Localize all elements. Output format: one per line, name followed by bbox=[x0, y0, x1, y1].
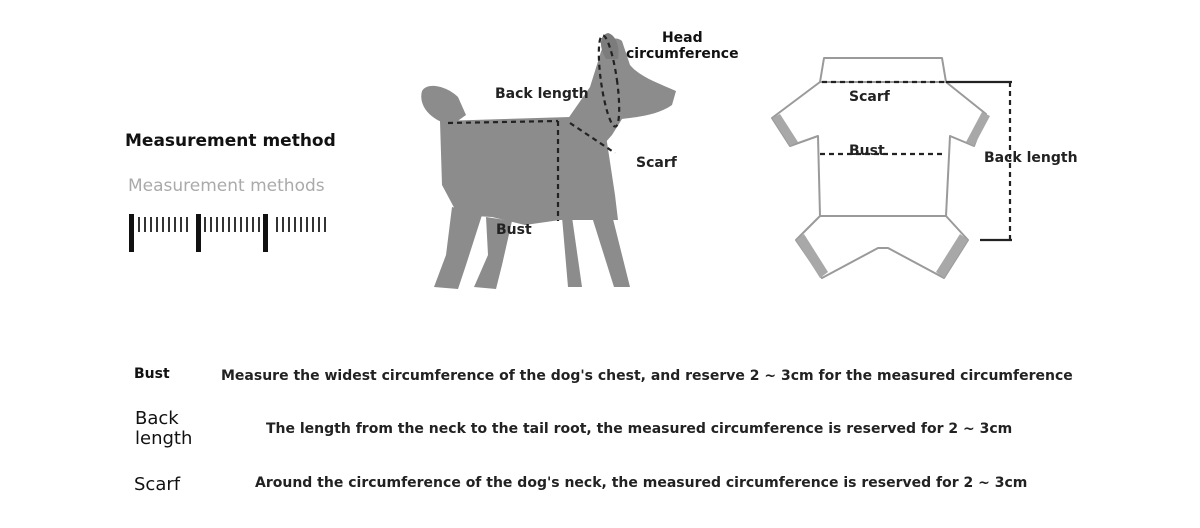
ruler-icon bbox=[125, 208, 335, 254]
legend-desc-bust: Measure the widest circumference of the dog's chest, and reserve 2 ~ 3cm for the measured circumference bbox=[221, 368, 1073, 384]
measurement-method-title: Measurement method bbox=[125, 131, 336, 151]
garment-back-length-label: Back length bbox=[984, 150, 1078, 166]
garment-bust-label: Bust bbox=[849, 143, 885, 159]
head-label-line1: Head bbox=[661, 30, 703, 46]
legend-term-scarf: Scarf bbox=[134, 474, 181, 495]
garment-diagram bbox=[760, 50, 1060, 290]
dog-back-length-label: Back length bbox=[495, 86, 589, 102]
legend-term-bust: Bust bbox=[134, 366, 170, 382]
dog-bust-label: Bust bbox=[496, 222, 532, 238]
legend-desc-scarf: Around the circumference of the dog's neck, the measured circumference is reserved for 2 ~ 3cm bbox=[255, 475, 1028, 491]
dog-scarf-label: Scarf bbox=[636, 155, 677, 171]
head-label-line2: circumference bbox=[626, 46, 739, 62]
legend-term-back-line1: Back bbox=[135, 408, 179, 429]
measurement-methods-subtitle: Measurement methods bbox=[128, 176, 325, 196]
head-circumference-label bbox=[626, 30, 739, 62]
legend-desc-back-length: The length from the neck to the tail root, the measured circumference is reserved for 2 ~ 3cm bbox=[266, 421, 1013, 437]
garment-scarf-label: Scarf bbox=[849, 89, 890, 105]
legend-term-back-line2: length bbox=[135, 428, 193, 449]
legend-term-back-length bbox=[135, 409, 192, 449]
